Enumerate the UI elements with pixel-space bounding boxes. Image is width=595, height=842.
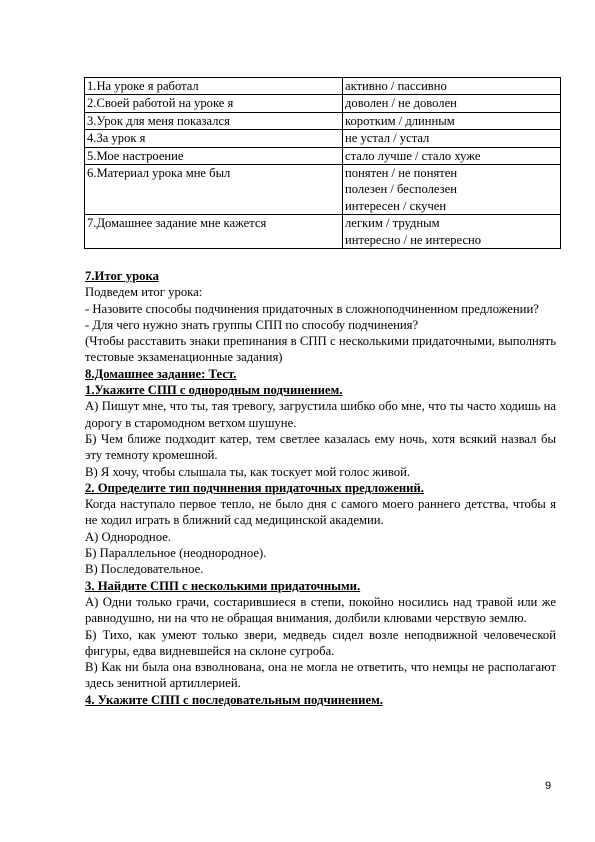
question-text bbox=[87, 181, 340, 197]
answer-option: активно / пассивно bbox=[345, 79, 447, 93]
section-8-heading: 8.Домашнее задание: Тест. bbox=[85, 366, 237, 381]
answer-cell bbox=[343, 130, 561, 147]
table-row bbox=[85, 215, 561, 249]
section-7-answer: (Чтобы расставить знаки препинания в СПП с несколькими придаточными, выполнять тестовые экзаменационные задания) bbox=[85, 334, 556, 365]
question-text: 6.Материал урока мне был bbox=[87, 165, 231, 180]
task-2-title: 2. Определите тип подчинения придаточных предложений. bbox=[85, 480, 424, 495]
answer-option: интересен / скучен bbox=[345, 198, 447, 213]
page-number: 9 bbox=[545, 780, 552, 792]
task-1-option-c: В) Я хочу, чтобы слышала ты, как тоскует мой голос живой. bbox=[85, 464, 411, 479]
question-cell bbox=[85, 147, 343, 164]
task-3-option-c: В) Как ни была она взволнована, она не могла не ответить, что немцы не располагают здесь зенитной артиллерией. bbox=[85, 660, 556, 691]
answer-option: коротким / длинным bbox=[345, 113, 455, 128]
task-3-option-b: Б) Тихо, как умеют только звери, медведь сидел возле неподвижной человеческой фигуры, едва видневшейся на склоне сугроба. bbox=[85, 627, 556, 658]
answer-option: легким / трудным bbox=[345, 216, 440, 231]
answer-option: стало лучше / стало хуже bbox=[345, 148, 481, 163]
answer-cell bbox=[343, 78, 561, 95]
answer-option: полезен / бесполезен bbox=[345, 182, 457, 197]
answer-option: доволен / не доволен bbox=[345, 96, 457, 111]
section-7-heading: 7.Итог урока bbox=[85, 269, 159, 283]
task-2-option-c: В) Последовательное. bbox=[85, 562, 204, 577]
question-cell bbox=[85, 215, 343, 249]
section-7-intro: Подведем итог урока: bbox=[85, 285, 203, 300]
question-text: 7.Домашнее задание мне кажется bbox=[87, 216, 267, 231]
task-1-title: 1.Укажите СПП с однородным подчинением. bbox=[85, 383, 343, 398]
question-cell bbox=[85, 95, 343, 112]
table-row bbox=[85, 130, 561, 147]
question-cell bbox=[85, 130, 343, 147]
answer-option: не устал / устал bbox=[345, 131, 430, 146]
question-text: 2.Своей работой на уроке я bbox=[87, 96, 234, 111]
lesson-text bbox=[85, 268, 556, 708]
task-1-option-a: А) Пишут мне, что ты, тая тревогу, загрустила шибко обо мне, что ты часто ходишь на дорогу в старомодном ветхом шушуне. bbox=[85, 399, 556, 430]
question-text: 3.Урок для меня показался bbox=[87, 113, 230, 128]
table-row bbox=[85, 147, 561, 164]
table-row bbox=[85, 164, 561, 214]
answer-cell bbox=[343, 215, 561, 249]
question-text: 1.На уроке я работал bbox=[87, 79, 199, 93]
answer-cell bbox=[343, 164, 561, 214]
task-1-option-b: Б) Чем ближе подходит катер, тем светлее казалась ему ночь, хотя всякий назвал бы эту темноту кромешной. bbox=[85, 431, 556, 463]
task-2-option-b: Б) Параллельное (неоднородное). bbox=[85, 546, 267, 561]
question-text bbox=[87, 198, 340, 214]
answer-option: понятен / не понятен bbox=[345, 165, 458, 180]
task-4-title: 4. Укажите СПП с последовательным подчинением. bbox=[85, 692, 383, 707]
section-7-question-1: - Назовите способы подчинения придаточных в сложноподчиненном предложении? bbox=[85, 301, 539, 316]
question-text: 4.За урок я bbox=[87, 131, 146, 146]
question-text bbox=[87, 232, 340, 248]
question-text: 5.Мое настроение bbox=[87, 148, 184, 163]
lesson-reflection-table bbox=[84, 77, 561, 249]
table-row bbox=[85, 95, 561, 112]
question-cell bbox=[85, 164, 343, 214]
task-2-option-a: А) Однородное. bbox=[85, 529, 172, 544]
answer-cell bbox=[343, 112, 561, 129]
section-7-question-2: - Для чего нужно знать группы СПП по способу подчинения? bbox=[85, 317, 419, 332]
question-cell bbox=[85, 78, 343, 95]
answer-cell bbox=[343, 147, 561, 164]
task-3-title: 3. Найдите СПП с несколькими придаточными. bbox=[85, 578, 361, 593]
task-3-option-a: А) Одни только грачи, состарившиеся в степи, покойно носились над травой или же равнодушно, ни на что не обращая внимания, долбили клювами черствую землю. bbox=[85, 594, 556, 626]
answer-cell bbox=[343, 95, 561, 112]
question-cell bbox=[85, 112, 343, 129]
answer-option: интересно / не интересно bbox=[345, 232, 482, 247]
task-2-text: Когда наступало первое тепло, не было дня с самого моего раннего детства, чтобы я не ходил играть в ближний сад медицинской академии. bbox=[85, 497, 556, 528]
table-row bbox=[85, 78, 561, 95]
table-row bbox=[85, 112, 561, 129]
